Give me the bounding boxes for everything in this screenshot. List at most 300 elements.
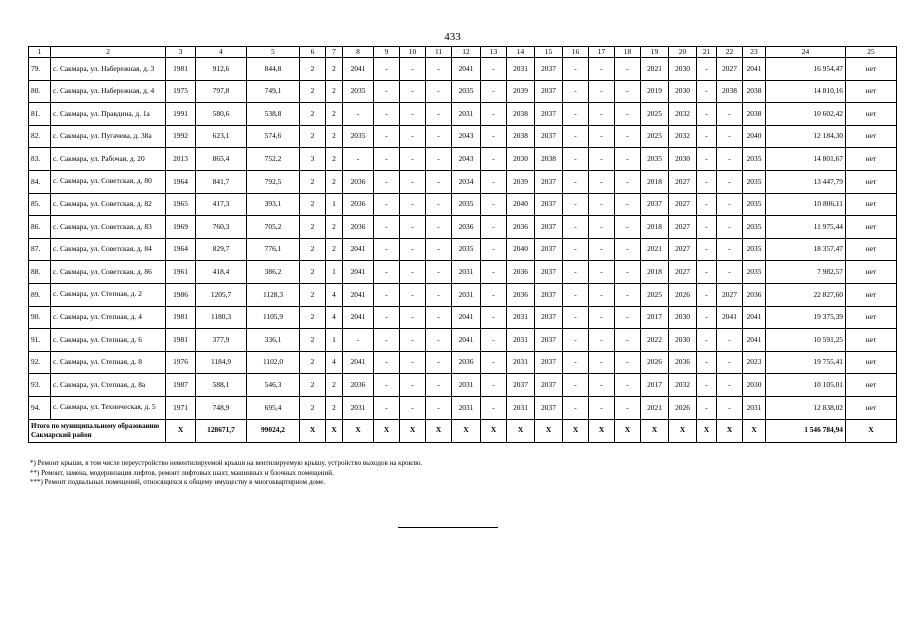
column-number-cell: 14 (507, 47, 535, 58)
table-cell: 393,1 (247, 193, 300, 216)
table-row (29, 58, 897, 81)
table-cell: - (426, 125, 452, 148)
table-cell: 2037 (535, 103, 563, 126)
table-cell: 2037 (535, 216, 563, 239)
table-cell: 2037 (507, 374, 535, 397)
table-cell: - (589, 80, 615, 103)
row-number-cell: 85. (29, 193, 51, 216)
total-cell: X (300, 419, 326, 442)
table-cell: 2037 (535, 80, 563, 103)
table-cell: - (426, 170, 452, 193)
table-cell: 2038 (507, 103, 535, 126)
table-cell: 10 602,42 (766, 103, 846, 126)
table-cell: 10 806,11 (766, 193, 846, 216)
table-row (29, 80, 897, 103)
table-row (29, 283, 897, 306)
table-cell: - (563, 329, 589, 352)
table-cell: - (400, 170, 426, 193)
table-cell: 588,1 (196, 374, 247, 397)
table-cell: 829,7 (196, 238, 247, 261)
total-cell: X (326, 419, 343, 442)
table-cell: - (426, 238, 452, 261)
table-cell: 2035 (743, 216, 766, 239)
table-cell: - (697, 238, 717, 261)
table-cell: - (400, 329, 426, 352)
table-cell: 336,1 (247, 329, 300, 352)
table-cell: - (589, 261, 615, 284)
table-cell: 2035 (743, 193, 766, 216)
table-cell: 1 (326, 329, 343, 352)
table-cell: - (697, 170, 717, 193)
table-cell: - (615, 351, 641, 374)
column-number-cell: 4 (196, 47, 247, 58)
table-cell: - (343, 148, 374, 171)
table-cell: - (400, 103, 426, 126)
table-cell: 2036 (669, 351, 697, 374)
table-cell: - (717, 103, 743, 126)
address-cell: с. Сакмара, ул. Техническая, д. 5 (51, 396, 166, 419)
table-row (29, 374, 897, 397)
row-number-cell: 90. (29, 306, 51, 329)
table-cell: 2041 (343, 261, 374, 284)
total-cell: X (563, 419, 589, 442)
table-cell: - (615, 238, 641, 261)
row-number-cell: 87. (29, 238, 51, 261)
table-cell: - (400, 148, 426, 171)
table-cell: 19 755,41 (766, 351, 846, 374)
table-cell: 1976 (166, 351, 196, 374)
table-cell: 2 (300, 216, 326, 239)
column-number-cell: 13 (481, 47, 507, 58)
table-cell: 16 954,47 (766, 58, 846, 81)
table-cell: - (717, 125, 743, 148)
total-cell: 99024,2 (247, 419, 300, 442)
table-cell: - (374, 193, 400, 216)
table-cell: - (426, 216, 452, 239)
table-cell: 1991 (166, 103, 196, 126)
footnotes (30, 459, 422, 488)
table-cell: нет (846, 351, 897, 374)
table-cell: 776,1 (247, 238, 300, 261)
table-cell: 2037 (535, 170, 563, 193)
table-cell: - (481, 351, 507, 374)
table-cell: - (374, 374, 400, 397)
table-cell: 841,7 (196, 170, 247, 193)
table-cell: - (615, 261, 641, 284)
table-cell: 2037 (535, 261, 563, 284)
table-cell: 2 (300, 351, 326, 374)
address-cell: с. Сакмара, ул. Степная, д. 6 (51, 329, 166, 352)
table-cell: 1975 (166, 80, 196, 103)
table-cell: - (400, 374, 426, 397)
table-cell: - (615, 148, 641, 171)
table-cell: 2038 (743, 80, 766, 103)
table-cell: 2041 (743, 306, 766, 329)
table-cell: - (615, 125, 641, 148)
table-cell: 2018 (641, 170, 669, 193)
table-cell: 2019 (641, 80, 669, 103)
table-cell: - (697, 396, 717, 419)
table-cell: 749,1 (247, 80, 300, 103)
table-cell: 2 (300, 170, 326, 193)
table-cell: 2037 (535, 58, 563, 81)
total-cell: X (697, 419, 717, 442)
table-cell: 2 (300, 80, 326, 103)
table-cell: 2039 (507, 170, 535, 193)
table-cell: 1965 (166, 193, 196, 216)
table-cell: 12 838,02 (766, 396, 846, 419)
total-cell: X (166, 419, 196, 442)
address-cell: с. Сакмара, ул. Набережная, д. 4 (51, 80, 166, 103)
table-cell: 2035 (343, 80, 374, 103)
table-cell: нет (846, 216, 897, 239)
row-number-cell: 91. (29, 329, 51, 352)
table-cell: - (400, 238, 426, 261)
total-cell: X (641, 419, 669, 442)
row-number-cell: 80. (29, 80, 51, 103)
table-cell: 2 (300, 261, 326, 284)
column-number-cell: 21 (697, 47, 717, 58)
table-cell: - (563, 80, 589, 103)
column-number-cell: 10 (400, 47, 426, 58)
table-cell: - (481, 125, 507, 148)
table-cell: 2030 (669, 80, 697, 103)
table-cell: 1102,0 (247, 351, 300, 374)
table-cell: 1992 (166, 125, 196, 148)
address-cell: с. Сакмара, ул. Степная, д. 2 (51, 283, 166, 306)
table-cell: 574,6 (247, 125, 300, 148)
table-cell: - (563, 374, 589, 397)
table-cell: - (374, 261, 400, 284)
table-cell: нет (846, 261, 897, 284)
column-number-cell: 3 (166, 47, 196, 58)
table-cell: 2043 (452, 148, 481, 171)
table-cell: - (563, 170, 589, 193)
column-number-cell: 17 (589, 47, 615, 58)
table-cell: 2036 (452, 216, 481, 239)
table-cell: - (426, 351, 452, 374)
separator-line (398, 527, 498, 528)
column-number-cell: 16 (563, 47, 589, 58)
table-cell: 1987 (166, 374, 196, 397)
table-cell: 4 (326, 283, 343, 306)
table-cell: 2037 (535, 396, 563, 419)
table-cell: 2038 (535, 148, 563, 171)
table-cell: - (589, 396, 615, 419)
table-cell: 2 (300, 396, 326, 419)
table-cell: 2037 (535, 306, 563, 329)
table-cell: 580,6 (196, 103, 247, 126)
table-cell: нет (846, 170, 897, 193)
address-cell: с. Сакмара, ул. Набережная, д. 3 (51, 58, 166, 81)
table-cell: 2036 (743, 283, 766, 306)
table-cell: - (697, 80, 717, 103)
table-cell: - (717, 261, 743, 284)
column-number-cell: 19 (641, 47, 669, 58)
table-cell: 2031 (452, 261, 481, 284)
table-cell: - (589, 125, 615, 148)
table-cell: нет (846, 283, 897, 306)
table-cell: - (426, 283, 452, 306)
column-number-cell: 12 (452, 47, 481, 58)
table-cell: 2 (300, 283, 326, 306)
table-cell: - (589, 238, 615, 261)
table-cell: 2026 (669, 283, 697, 306)
table-cell: 2017 (641, 306, 669, 329)
column-number-header (29, 47, 897, 58)
table-cell: - (400, 80, 426, 103)
table-row (29, 170, 897, 193)
table-cell: - (374, 238, 400, 261)
table-cell: 2 (300, 329, 326, 352)
table-cell: - (426, 80, 452, 103)
table-cell: - (563, 148, 589, 171)
table-cell: 2026 (641, 351, 669, 374)
table-cell: 623,1 (196, 125, 247, 148)
table-cell: - (426, 396, 452, 419)
table-cell: - (343, 329, 374, 352)
total-row (29, 419, 897, 442)
table-cell: - (697, 193, 717, 216)
table-cell: 2031 (507, 58, 535, 81)
table-cell: - (400, 306, 426, 329)
column-number-cell: 11 (426, 47, 452, 58)
table-cell: 2036 (343, 374, 374, 397)
table-cell: - (426, 374, 452, 397)
table-cell: - (615, 193, 641, 216)
table-cell: 2035 (743, 170, 766, 193)
table-cell: - (615, 103, 641, 126)
table-cell: 2035 (743, 148, 766, 171)
table-cell: - (697, 329, 717, 352)
total-cell: X (481, 419, 507, 442)
footnote-elevators: **) Ремонт, замена, модернизация лифтов, ремонт лифтовых шахт, машинных и блочных помещений. (30, 468, 334, 477)
table-cell: 2037 (535, 283, 563, 306)
column-number-cell: 9 (374, 47, 400, 58)
table-cell: - (563, 261, 589, 284)
table-cell: 1981 (166, 306, 196, 329)
table-row (29, 238, 897, 261)
address-cell: с. Сакмара, ул. Рабочая, д. 20 (51, 148, 166, 171)
table-cell: 2021 (641, 396, 669, 419)
page-number: 433 (444, 31, 461, 43)
table-cell: нет (846, 80, 897, 103)
table-cell: - (426, 58, 452, 81)
table-cell: - (481, 374, 507, 397)
table-cell: - (426, 306, 452, 329)
table-cell: - (481, 329, 507, 352)
table-cell: 1 (326, 193, 343, 216)
table-cell: - (400, 58, 426, 81)
table-cell: 2023 (743, 351, 766, 374)
table-cell: 792,5 (247, 170, 300, 193)
table-cell: 2 (326, 238, 343, 261)
table-cell: - (717, 374, 743, 397)
table-cell: - (400, 283, 426, 306)
table-cell: - (563, 125, 589, 148)
table-cell: - (615, 283, 641, 306)
table-cell: 1105,9 (247, 306, 300, 329)
table-cell: - (374, 58, 400, 81)
table-cell: - (589, 374, 615, 397)
footnote-roof: *) Ремонт крыши, в том числе переустройство невентилируемой крыши на вентилируемую крышу, устройство выходов на кровлю. (30, 459, 423, 467)
table-cell: 1971 (166, 396, 196, 419)
table-cell: - (717, 170, 743, 193)
table-cell: 4 (326, 351, 343, 374)
table-cell: - (400, 193, 426, 216)
table-cell: - (374, 80, 400, 103)
total-cell: X (452, 419, 481, 442)
row-number-cell: 79. (29, 58, 51, 81)
table-cell: 14 810,16 (766, 80, 846, 103)
table-cell: 2031 (343, 396, 374, 419)
table-cell: 2041 (452, 58, 481, 81)
table-cell: 2 (326, 80, 343, 103)
table-cell: 2 (300, 374, 326, 397)
address-cell: с. Сакмара, ул. Степная, д. 8 (51, 351, 166, 374)
table-cell: 2030 (669, 306, 697, 329)
table-cell: - (374, 216, 400, 239)
table-cell: 2035 (641, 148, 669, 171)
table-cell: 2 (326, 396, 343, 419)
table-cell: 22 827,60 (766, 283, 846, 306)
table-cell: - (717, 238, 743, 261)
table-cell: 2035 (743, 261, 766, 284)
table-cell: 11 975,44 (766, 216, 846, 239)
table-cell: - (697, 261, 717, 284)
table-cell: нет (846, 374, 897, 397)
table-cell: - (481, 193, 507, 216)
address-cell: с. Сакмара, ул. Степная, д. 8а (51, 374, 166, 397)
table-cell: - (615, 396, 641, 419)
table-row (29, 261, 897, 284)
total-cell: 128671,7 (196, 419, 247, 442)
table-cell: 1986 (166, 283, 196, 306)
table-cell: 2039 (507, 80, 535, 103)
table-cell: - (563, 216, 589, 239)
table-cell: - (717, 148, 743, 171)
table-cell: 2 (326, 125, 343, 148)
table-cell: 2017 (641, 374, 669, 397)
address-cell: с. Сакмара, ул. Советская, д. 82 (51, 193, 166, 216)
table-cell: 2038 (717, 80, 743, 103)
total-cell: X (535, 419, 563, 442)
column-number-cell: 23 (743, 47, 766, 58)
table-row (29, 216, 897, 239)
column-number-cell: 24 (766, 47, 846, 58)
table-cell: - (481, 283, 507, 306)
table-cell: - (374, 396, 400, 419)
address-cell: с. Сакмара, ул. Советская, д. 83 (51, 216, 166, 239)
table-cell: 748,9 (196, 396, 247, 419)
total-cell: X (400, 419, 426, 442)
table-cell: - (400, 125, 426, 148)
address-cell: с. Сакмара, ул. Пугачева, д. 38а (51, 125, 166, 148)
table-cell: 2025 (641, 103, 669, 126)
table-cell: 2013 (166, 148, 196, 171)
table-cell: 2037 (535, 125, 563, 148)
total-cell: X (615, 419, 641, 442)
table-cell: 2041 (717, 306, 743, 329)
table-cell: - (697, 374, 717, 397)
table-cell: 2 (326, 170, 343, 193)
table-cell: 2 (300, 306, 326, 329)
column-number-cell: 15 (535, 47, 563, 58)
table-row (29, 193, 897, 216)
table-cell: - (374, 351, 400, 374)
table-cell: - (426, 103, 452, 126)
table-cell: 2 (326, 103, 343, 126)
table-cell: - (589, 148, 615, 171)
table-cell: 2041 (343, 306, 374, 329)
table-cell: 1981 (166, 58, 196, 81)
table-cell: 2041 (343, 283, 374, 306)
table-cell: - (697, 125, 717, 148)
table-cell: - (615, 80, 641, 103)
table-cell: нет (846, 103, 897, 126)
table-cell: 2031 (507, 396, 535, 419)
row-number-cell: 81. (29, 103, 51, 126)
table-cell: - (717, 396, 743, 419)
table-cell: 2041 (343, 351, 374, 374)
table-cell: - (717, 351, 743, 374)
table-cell: 2037 (535, 329, 563, 352)
table-cell: нет (846, 238, 897, 261)
table-cell: - (717, 329, 743, 352)
table-cell: 2031 (452, 103, 481, 126)
table-cell: - (589, 193, 615, 216)
column-number-cell: 8 (343, 47, 374, 58)
table-cell: 2030 (507, 148, 535, 171)
table-cell: 2036 (452, 351, 481, 374)
table-cell: - (481, 80, 507, 103)
table-cell: 752,2 (247, 148, 300, 171)
table-cell: 2026 (669, 396, 697, 419)
table-cell: нет (846, 193, 897, 216)
table-cell: 2 (300, 58, 326, 81)
table-cell: - (697, 148, 717, 171)
table-cell: 760,3 (196, 216, 247, 239)
table-cell: 2027 (669, 216, 697, 239)
table-cell: 2030 (669, 329, 697, 352)
table-cell: - (697, 58, 717, 81)
row-number-cell: 94. (29, 396, 51, 419)
table-cell: - (563, 396, 589, 419)
table-cell: 2031 (452, 283, 481, 306)
column-number-cell: 22 (717, 47, 743, 58)
table-cell: 1961 (166, 261, 196, 284)
table-cell: 2027 (669, 193, 697, 216)
table-cell: 2041 (743, 329, 766, 352)
table-cell: 2 (300, 125, 326, 148)
table-cell: - (563, 238, 589, 261)
table-cell: 2027 (717, 58, 743, 81)
table-cell: 546,3 (247, 374, 300, 397)
total-cell: 1 546 784,94 (766, 419, 846, 442)
table-cell: - (426, 329, 452, 352)
total-cell: X (669, 419, 697, 442)
column-number-cell: 25 (846, 47, 897, 58)
table-cell: - (563, 351, 589, 374)
table-cell: 2038 (507, 125, 535, 148)
total-cell: X (374, 419, 400, 442)
table-cell: 2030 (669, 148, 697, 171)
table-cell: 2032 (669, 103, 697, 126)
table-cell: нет (846, 58, 897, 81)
table-cell: - (615, 306, 641, 329)
table-cell: 2037 (535, 374, 563, 397)
table-cell: 12 184,30 (766, 125, 846, 148)
